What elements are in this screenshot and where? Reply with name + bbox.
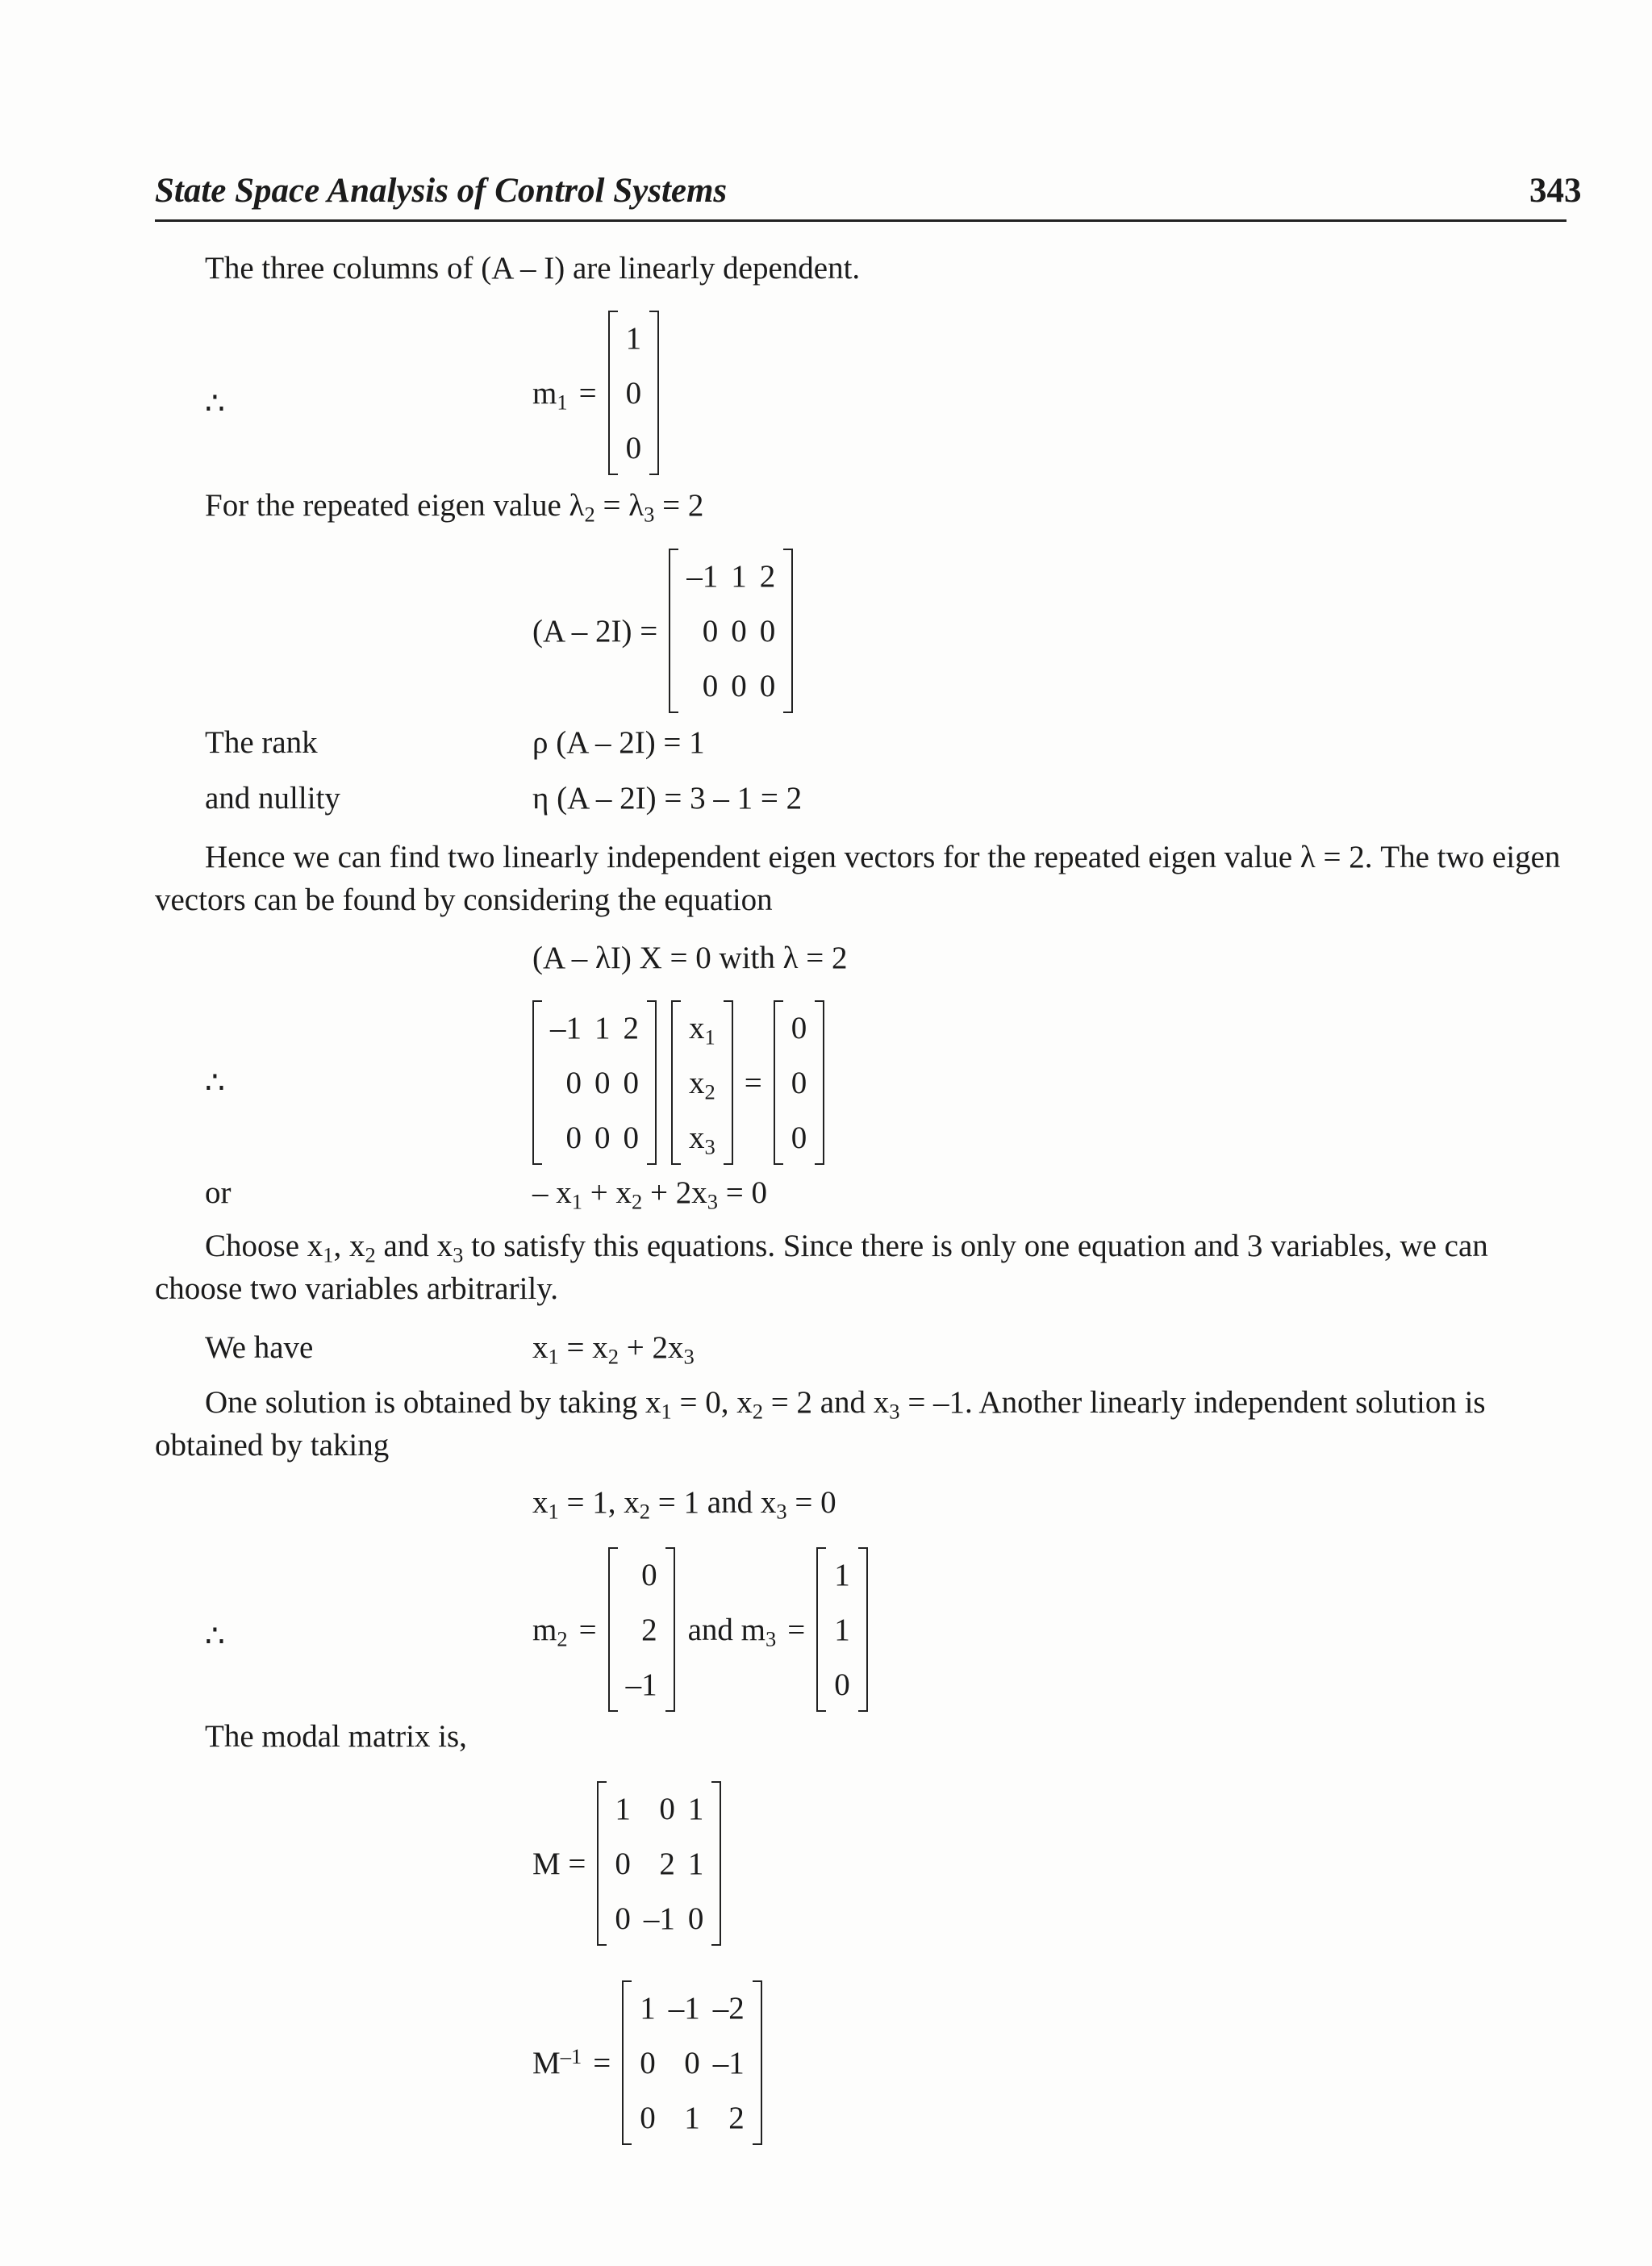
- matrix-cell: 0: [565, 1120, 582, 1155]
- matrix-cell: 0: [641, 1557, 657, 1592]
- matrix-cell: 1: [687, 1846, 704, 1881]
- modal-matrix: [597, 1781, 721, 1946]
- matrix-cell: 0: [731, 613, 747, 649]
- nullity-equation: η (A – 2I) = 3 – 1 = 2: [532, 781, 803, 816]
- matrix-cell: 0: [623, 1120, 639, 1155]
- matrix-cell: 1: [594, 1010, 611, 1045]
- matrix-cell: 1: [834, 1612, 850, 1647]
- equals-sign: =: [578, 375, 597, 411]
- matrix-cell: 2: [759, 558, 776, 594]
- matrix-cell: 0: [594, 1120, 611, 1155]
- we-have-label: We have: [205, 1330, 314, 1365]
- matrix-cell: 0: [684, 2045, 700, 2080]
- running-header-title: State Space Analysis of Control Systems: [155, 172, 728, 210]
- paragraph-eigenvectors: Hence we can find two linearly independent eigen vectors for the repeated eigen value λ = 2. The two eigen vectors can be found by considering the equation: [155, 840, 1561, 917]
- m1-vector: [608, 311, 660, 475]
- matrix-cell: $x_2$: [689, 1065, 715, 1104]
- matrix-cell: 0: [834, 1667, 850, 1702]
- modal-matrix-label: M =: [532, 1846, 586, 1881]
- header-rule: [155, 219, 1566, 222]
- matrix-cell: 0: [615, 1846, 631, 1881]
- equals-sign: =: [787, 1612, 806, 1647]
- matrix-cell: 1: [731, 558, 747, 594]
- linear-equation: – $x_1 + x_2 + 2x_3 = 0$: [532, 1175, 768, 1214]
- matrix-cell: 0: [791, 1065, 807, 1100]
- matrix-cell: $x_1$: [689, 1010, 715, 1049]
- zero-vector: [774, 1000, 825, 1165]
- equals-sign: =: [578, 1612, 597, 1647]
- system-matrix-equation: [532, 1000, 824, 1165]
- matrix-cell: 2: [728, 2100, 745, 2135]
- matrix-cell: 0: [759, 613, 776, 649]
- or-label: or: [205, 1175, 232, 1210]
- matrix-cell: 1: [684, 2100, 700, 2135]
- paragraph-linear-dependence: The three columns of (A – I) are linearly dependent.: [205, 251, 861, 286]
- m2-label: $m_2$: [532, 1612, 568, 1650]
- matrix-cell: 0: [687, 1901, 704, 1936]
- matrix-cell: –1: [686, 558, 719, 594]
- matrix-cell: 0: [731, 668, 747, 703]
- nullity-label: and nullity: [205, 781, 340, 816]
- matrix-cell: 0: [615, 1901, 631, 1936]
- matrix-cell: 2: [659, 1846, 675, 1881]
- m2-m3-equation: [532, 1547, 868, 1712]
- equals-sign: =: [744, 1065, 762, 1100]
- matrix-cell: $x_3$: [689, 1120, 715, 1158]
- m2-vector: [608, 1547, 675, 1712]
- matrix-cell: –2: [712, 1990, 745, 2026]
- a-minus-2i-label: (A – 2I) =: [532, 613, 658, 649]
- matrix-cell: 1: [687, 1791, 704, 1826]
- modal-matrix-equation: [532, 1781, 721, 1946]
- matrix-cell: –1: [643, 1901, 675, 1936]
- matrix-cell: 0: [659, 1791, 675, 1826]
- eigen-equation: (A – λI) X = 0 with λ = 2: [532, 941, 848, 975]
- matrix-cell: 2: [623, 1010, 639, 1045]
- a-minus-2i-matrix: [669, 549, 793, 713]
- therefore-symbol: ∴: [205, 1619, 225, 1654]
- paragraph-solutions: One solution is obtained by taking $x_1 = 0$, $x_2 = 2$ and $x_3 = -1$. Another linearly independent solution is obtained by taking: [155, 1385, 1486, 1463]
- modal-matrix-inverse-label: $M^{-1}$: [532, 2043, 582, 2080]
- m1-equation: [532, 311, 659, 475]
- matrix-cell: 0: [702, 613, 719, 649]
- paragraph-repeated-eigenvalue: For the repeated eigen value $\lambda_2 = \lambda_3 = 2$: [205, 488, 704, 527]
- rank-equation: ρ (A – 2I) = 1: [532, 725, 705, 760]
- matrix-cell: 0: [625, 375, 642, 411]
- x-vector: [671, 1000, 733, 1165]
- matrix-cell: 0: [640, 2100, 656, 2135]
- paragraph-choose-variables: Choose $x_1$, $x_2$ and $x_3$ to satisfy this equations. Since there is only one equation and 3 variables, we can choose two variables arbitrarily.: [155, 1229, 1488, 1306]
- rank-label: The rank: [205, 725, 318, 760]
- modal-matrix-inverse-equation: [532, 1980, 762, 2145]
- a-minus-2i-equation: [532, 549, 793, 713]
- therefore-symbol: ∴: [205, 1066, 225, 1100]
- matrix-cell: 0: [759, 668, 776, 703]
- matrix-cell: 0: [702, 668, 719, 703]
- therefore-symbol: ∴: [205, 386, 225, 421]
- matrix-cell: 0: [625, 430, 642, 465]
- and-m3-label: and $m_3$: [687, 1612, 777, 1650]
- matrix-cell: 1: [615, 1791, 631, 1826]
- m1-label: $m_1$: [532, 375, 568, 414]
- m3-vector: [816, 1547, 868, 1712]
- matrix-cell: 0: [640, 2045, 656, 2080]
- we-have-equation: $x_1 = x_2 + 2x_3$: [532, 1330, 695, 1369]
- matrix-cell: 0: [565, 1065, 582, 1100]
- choice-equation: $x_1 = 1$, $x_2 = 1$ and $x_3 = 0$: [532, 1485, 836, 1524]
- page-number: 343: [1529, 172, 1582, 210]
- matrix-cell: –1: [550, 1010, 582, 1045]
- matrix-cell: 0: [791, 1120, 807, 1155]
- equals-sign: =: [593, 2045, 611, 2080]
- matrix-cell: 0: [623, 1065, 639, 1100]
- matrix-cell: –1: [668, 1990, 700, 2026]
- matrix-cell: 1: [834, 1557, 850, 1592]
- coefficient-matrix: [532, 1000, 657, 1165]
- matrix-cell: 2: [641, 1612, 657, 1647]
- matrix-cell: –1: [625, 1667, 657, 1702]
- matrix-cell: 0: [594, 1065, 611, 1100]
- matrix-cell: 1: [640, 1990, 656, 2026]
- modal-matrix-text: The modal matrix is,: [205, 1719, 467, 1754]
- modal-matrix-inverse: [622, 1980, 762, 2145]
- matrix-cell: 1: [625, 320, 642, 356]
- matrix-cell: –1: [712, 2045, 745, 2080]
- matrix-cell: 0: [791, 1010, 807, 1045]
